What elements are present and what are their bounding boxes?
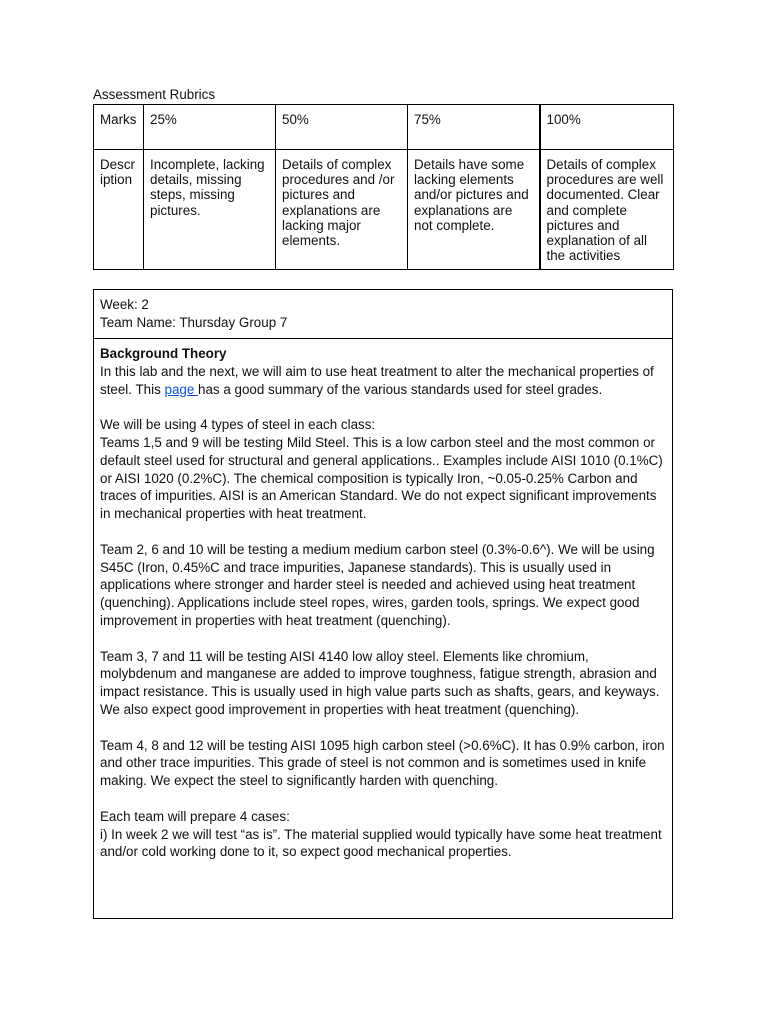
background-theory-title: Background Theory bbox=[100, 346, 227, 361]
rubric-header-marks: Marks bbox=[94, 105, 144, 150]
steel-types-intro: We will be using 4 types of steel in each class: bbox=[100, 417, 376, 433]
week-number: Week: 2 bbox=[100, 297, 149, 312]
rubric-description-label: Description bbox=[94, 150, 144, 270]
team-4-8-12-paragraph: Team 4, 8 and 12 will be testing AISI 1095 high carbon steel (>0.6%C). It has 0.9% carbon, iron and other trace impurities. This grade of steel is not common and is sometimes used in knife making. We expect the steel to significantly harden with quenching. bbox=[100, 737, 665, 789]
background-theory bbox=[94, 339, 672, 861]
rubric-header-25: 25% bbox=[144, 105, 276, 150]
cases-intro: Each team will prepare 4 cases: bbox=[100, 808, 290, 824]
rubric-description-100: Details of complex procedures are well documented. Clear and complete pictures and explanation of all the activities bbox=[540, 150, 674, 270]
rubric-description-50: Details of complex procedures and /or pictures and explanations are lacking major elements. bbox=[276, 150, 408, 270]
assessment-rubric-table bbox=[93, 104, 674, 270]
case-1-paragraph: i) In week 2 we will test “as is”. The material supplied would typically have some heat treatment and/or cold working done to it, so expect good mechanical properties. bbox=[100, 826, 662, 860]
week-section bbox=[93, 289, 673, 919]
rubric-header-50: 50% bbox=[276, 105, 408, 150]
rubric-description-row bbox=[94, 150, 674, 270]
team-name: Team Name: Thursday Group 7 bbox=[100, 314, 288, 330]
rubric-description-75: Details have some lacking elements and/or pictures and explanations are not complete. bbox=[408, 150, 540, 270]
team-1-5-9-paragraph: Teams 1,5 and 9 will be testing Mild Steel. This is a low carbon steel and the most common or default steel used for structural and general applications.. Examples include AISI 1010 (0.1%C) or AISI 1020 (0.2%C). The chemical composition is typically Iron, ~0.05-0.25% Carbon and traces of impurities. AISI is an American Standard. We do not expect significant improvements in mechanical properties with heat treatment. bbox=[100, 434, 663, 522]
theory-intro-text-end: has a good summary of the various standards used for steel grades. bbox=[198, 381, 603, 397]
team-3-7-11-paragraph: Team 3, 7 and 11 will be testing AISI 4140 low alloy steel. Elements like chromium, molybdenum and manganese are added to improve toughness, fatigue strength, abrasion and impact resistance. This is usually used in high value parts such as shafts, gears, and keyways. We also expect good improvement in properties with heat treatment (quenching). bbox=[100, 648, 660, 717]
team-2-6-10-paragraph: Team 2, 6 and 10 will be testing a medium medium carbon steel (0.3%-0.6^). We will be using S45C (Iron, 0.45%C and trace impurities, Japanese standards). This is usually used in applications where stronger and harder steel is needed and achieved using heat treatment (quenching). Applications include steel ropes, wires, garden tools, springs. We expect good improvement in properties with heat treatment (quenching). bbox=[100, 541, 655, 628]
page-title: Assessment Rubrics bbox=[93, 87, 216, 102]
rubric-header-row bbox=[94, 105, 674, 150]
rubric-header-75: 75% bbox=[408, 105, 540, 150]
rubric-description-25: Incomplete, lacking details, missing steps, missing pictures. bbox=[144, 150, 276, 270]
rubric-header-100: 100% bbox=[540, 105, 674, 150]
week-header bbox=[94, 290, 672, 339]
theory-intro-text: In this lab and the next, we will aim to use heat treatment to alter the mechanical properties of steel. This bbox=[100, 363, 654, 397]
theory-intro bbox=[100, 363, 666, 399]
standards-page-link[interactable]: page bbox=[164, 381, 199, 397]
